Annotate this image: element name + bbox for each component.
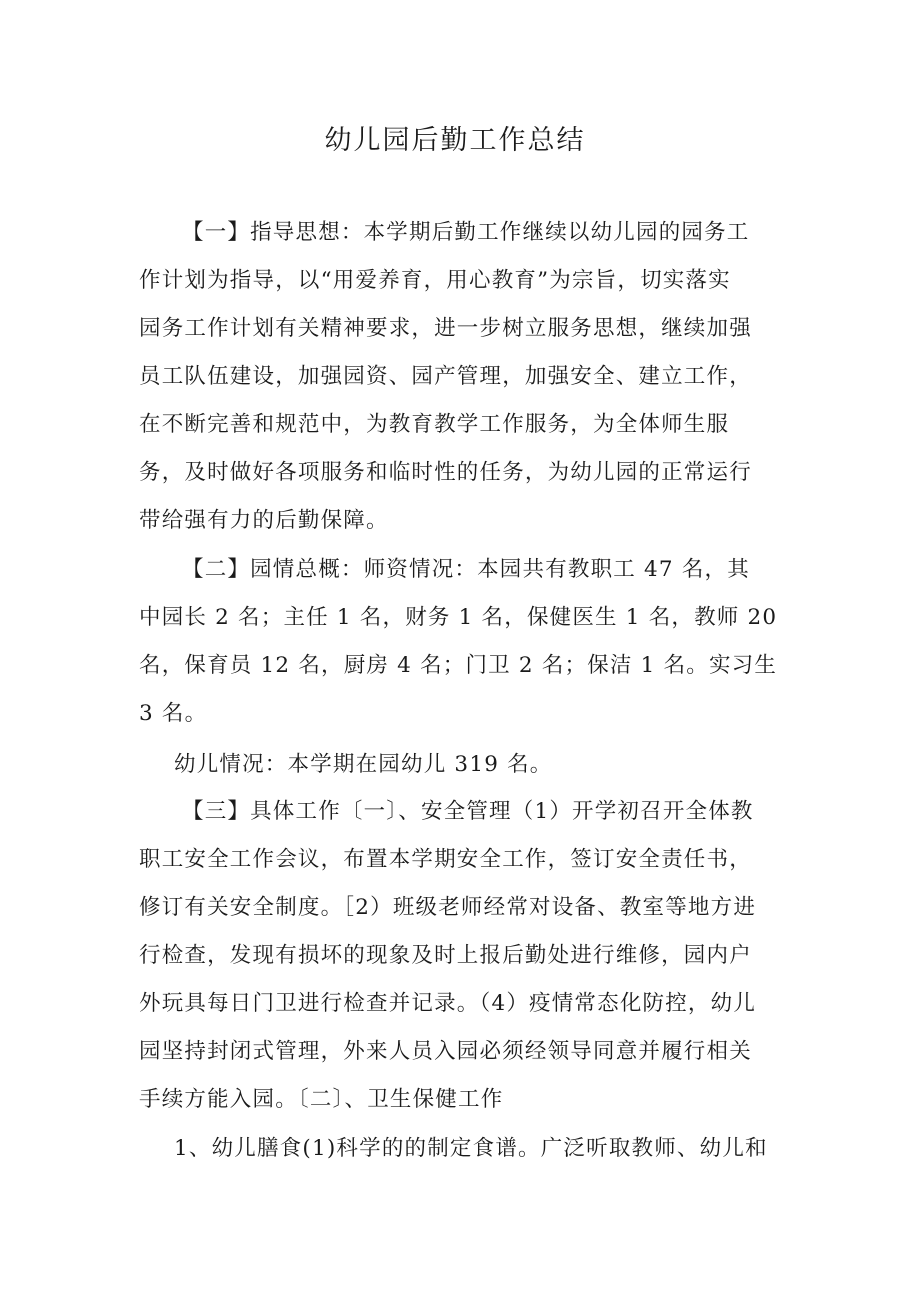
paragraph-3-line-6: 园坚持封闭式管理，外来人员入园必须经领导同意并履行相关 [139, 1039, 752, 1064]
paragraph-1-line-6: 务，及时做好各项服务和临时性的任务，为幼儿园的正常运行 [139, 460, 752, 485]
paragraph-2-line-1: 【二】园情总概：师资情况：本园共有教职工 47 名，其 [182, 557, 750, 582]
paragraph-1-line-1: 【一】指导思想：本学期后勤工作继续以幼儿园的园务工 [182, 220, 750, 245]
paragraph-2-line-4: 3 名。 [139, 701, 208, 726]
paragraph-2-line-3: 名，保育员 12 名，厨房 4 名；门卫 2 名；保洁 1 名。实习生 [139, 653, 778, 678]
children-info-line: 幼儿情况：本学期在园幼儿 319 名。 [174, 752, 553, 777]
paragraph-1-line-3: 园务工作计划有关精神要求，进一步树立服务思想，继续加强 [139, 316, 752, 341]
paragraph-3-line-3: 修订有关安全制度。［2）班级老师经常对设备、教室等地方进 [139, 895, 757, 920]
paragraph-2-line-2: 中园长 2 名；主任 1 名，财务 1 名，保健医生 1 名，教师 20 [139, 605, 778, 630]
paragraph-1-line-5: 在不断完善和规范中，为教育教学工作服务，为全体师生服 [139, 412, 730, 437]
paragraph-3-line-5: 外玩具每日门卫进行检查并记录。（4）疫情常态化防控，幼儿 [139, 991, 757, 1016]
paragraph-4-line-1: 1、幼儿膳食(1)科学的的制定食谱。广泛听取教师、幼儿和 [174, 1136, 768, 1161]
paragraph-1-line-4: 员工队伍建设，加强园资、园产管理，加强安全、建立工作， [139, 364, 752, 389]
document-title: 幼儿园后勤工作总结 [324, 125, 586, 156]
paragraph-3-line-2: 职工安全工作会议，布置本学期安全工作，签订安全责任书， [139, 847, 752, 872]
paragraph-3-line-7: 手续方能入园。〔二〕、卫生保健工作 [139, 1087, 504, 1112]
paragraph-3-line-1: 【三】具体工作〔一〕、安全管理（1）开学初召开全体教 [182, 799, 754, 824]
paragraph-1-line-7: 带给强有力的后勤保障。 [139, 508, 389, 533]
paragraph-1-line-2: 作计划为指导，以“用爱养育，用心教育”为宗旨，切实落实 [139, 268, 731, 293]
paragraph-3-line-4: 行检查，发现有损坏的现象及时上报后勤处进行维修，园内户 [139, 943, 752, 968]
